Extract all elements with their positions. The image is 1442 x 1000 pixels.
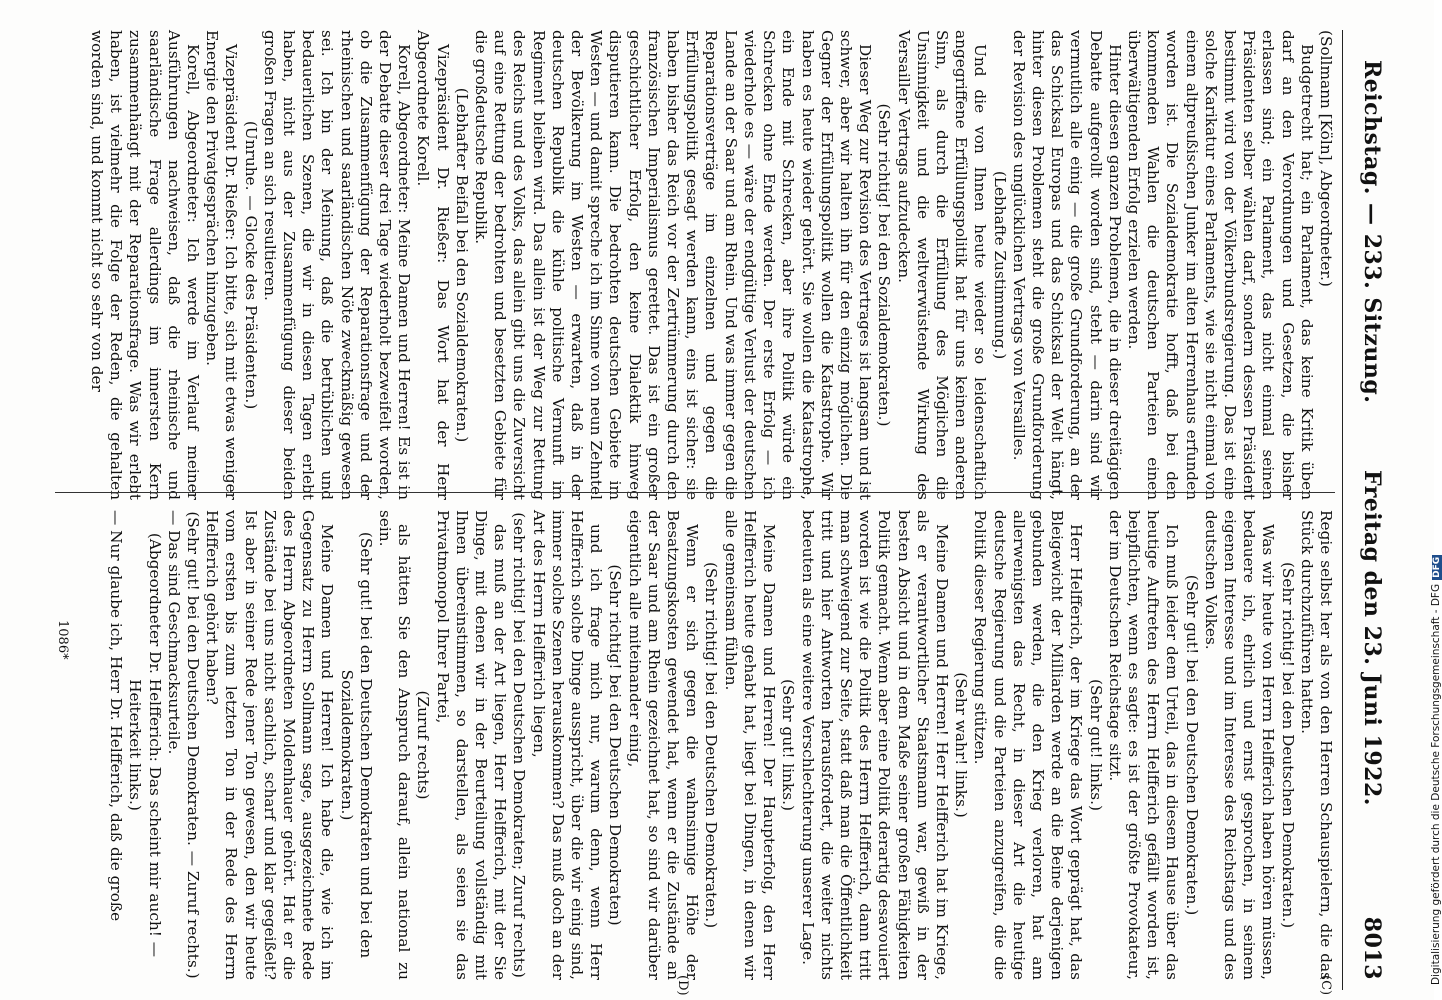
dfg-side-note <box>1416 10 1442 990</box>
dfg-note-text: Digitalisierung gefördert durch die Deutsche Forschungsgemeinschaft - DFG <box>1430 583 1442 985</box>
paragraph: (Lebhafter Beifall bei den Sozialdemokraten.) <box>452 87 471 443</box>
paragraph: Meine Damen und Herren! Der Haupterfolg, den Herr Helfferich heute gehabt hat, liegt bei Dingen, in denen wir alle gemeinsam fühlen. <box>721 510 779 980</box>
rotated-newspaper-page <box>55 0 1395 1000</box>
paragraph: Wenn er sich gegen die wahnsinnige Höhe der Besatzungskosten gewendet hat, wenn er die Zustände an der Saar und am Rhein gezeichnet hat, so sind wir darüber eigentlich alle miteinander einig, <box>625 510 702 980</box>
header-left: Reichstag. — 233. Sitzung. <box>1359 60 1385 404</box>
paragraph: (Sehr gut! links.) <box>779 679 798 811</box>
left-column <box>55 30 1335 500</box>
paragraph: — Nur glaube ich, Herr Dr. Helfferich, daß die große <box>107 510 126 922</box>
paragraph: (Sehr richtig! bei den Deutschen Demokraten) <box>606 564 625 926</box>
paragraph: (Unruhe. — Glocke des Präsidenten.) <box>241 120 260 410</box>
header-rule <box>1342 30 1343 990</box>
paragraph: Herr Helfferich, der im Kriege das Wort geprägt hat, das Bleigewicht der Milliarden werde an die Beine derjenigen gebunden werden, die den Krieg verloren, hat am allerwenigsten das Recht, in dieser Art die heutige deutsche Regierung und die Parteien anzugreifen, die die Politik dieser Regierung stützen. <box>971 510 1086 980</box>
page-header <box>1335 0 1395 1000</box>
paragraph: Vizepräsident Dr. Rießer: Das Wort hat der Herr Abgeordnete Korell. <box>414 30 452 500</box>
paragraph: (Sehr gut! bei den Deutschen Demokraten.) <box>1182 574 1201 916</box>
paragraph: (Zuruf rechts) <box>414 690 433 800</box>
paragraph: (Lebhafte Zustimmung.) <box>990 170 1009 360</box>
footer-signature: 1086* <box>55 620 70 660</box>
paragraph: (Sehr richtig! bei den Deutschen Demokraten.) <box>702 561 721 929</box>
paragraph: Dieser Weg zur Revision des Vertrages ist langsam und ist schwer, aber wir halten ihn für den einzig möglichen. Die Gegner der Erfüllungspolitik wollen die Katastrophe. Wir haben es heute wieder gehört. Sie wollen die Katastrophe, ein Ende mit Schrecken, aber ihre Politik würde ein Schrecken ohne Ende werden. Der erste Erfolg — ich wiederhole es — wäre der endgültige Verlust der deutschen Lande an der Saar und am Rhein. Und was immer gegen die Reparationsverträge im einzelnen und gegen die Erfüllungspolitik gesagt werden kann, eins ist sicher: sie haben bisher das Reich vor der Zertrümmerung durch den französischen Imperialismus gerettet. Das ist ein großer geschichtlicher Erfolg, den keine Dialektik hinweg disputieren kann. Die bedrohten deutschen Gebiete im Westen — und damit spreche ich im Sinne von neun Zehntel der Bevölkerung im Westen — erwarten, daß in der deutschen Republik die kühle politische Vernunft im Regiment bleiben wird. Das allein ist der Weg zur Rettung des Reichs und des Volks, das allein gibt uns die Zuversicht auf eine Rettung der bedrohten und besetzten Gebiete für die großdeutsche Republik. <box>472 30 875 500</box>
paragraph: Korell, Abgeordneter: Ich werde im Verlauf meiner Ausführungen nachweisen, daß die rheinische und saarländische Frage allerdings im innersten Kern zusammenhängt mit der Reparationsfrage. Was wir erlebt haben, ist vielmehr die Folge der Reden, die gehalten worden sind, und kommt nicht so sehr von der <box>88 30 203 500</box>
paragraph: (Sehr gut! bei den Deutschen Demokraten. — Zuruf rechts.) <box>184 511 203 979</box>
paragraph: Was wir heute von Herrn Helfferich haben hören müssen, bedauere ich, ehrlich und ernst gesprochen, in seinem eigenen Interesse und im Interesse des Reichstags und des deutschen Volkes. <box>1201 510 1278 980</box>
dfg-logo: DFG <box>1432 556 1442 578</box>
paragraph: (Abgeordneter Dr. Helfferich: Das scheint mir auch! — Heiterkeit links.) <box>126 532 164 958</box>
paragraph: (Sehr richtig! bei den Deutschen Demokraten.) <box>1278 561 1297 929</box>
paragraph: (Sehr wahr! links.) <box>952 672 971 818</box>
paragraph: (Sollmann [Köln], Abgeordneter.) <box>1317 30 1335 287</box>
paragraph: — Das sind Geschmacksurteile. <box>164 510 183 755</box>
paragraph: und ich frage mich nur, warum denn, wenn Herr Helfferich solche Dinge ausspricht, über die wir einig sind, immer solche Szenen herauskommen? Das muß doch an der Art des Herrn Helfferich liegen, <box>529 510 606 980</box>
paragraph: das muß an der Art liegen, Herr Helfferich, mit der Sie Dinge, mit denen wir in der Beurteilung vollständig mit Ihnen übereinstimmen, so darstellen, als seien sie das Privatmonopol Ihrer Partei, <box>433 510 510 980</box>
margin-mark-d: (D) <box>675 975 690 996</box>
paragraph: (Sehr gut! links.) <box>1086 679 1105 811</box>
paragraph: (sehr richtig! bei den Deutschen Demokraten; Zuruf rechts) <box>510 512 529 978</box>
paragraph: Und die von Ihnen heute wieder so leidenschaftlich angegriffene Erfüllungspolitik hat für uns keinen anderen Sinn, als durch die Erfüllung des Möglichen die Unsinnigkeit und die weltverwüstende Wirkung des Versailler Vertrags aufzudecken. <box>894 30 990 500</box>
column-divider <box>55 492 1335 493</box>
text-columns <box>55 0 1335 1000</box>
paragraph: (Sehr gut! bei den Deutschen Demokraten und bei den Sozialdemokraten.) <box>337 531 375 959</box>
paragraph: Meine Damen und Herren! Herr Helfferich hat im Kriege, als er verantwortlicher Staatsmann war, gewiß in der besten Absicht und in dem Maße seiner großen Fähigkeiten Politik gemacht. Wenn aber eine Politik derartig desavouiert worden ist wie die Politik des Herrn Helfferich, dann tritt man schweigend zur Seite, statt daß man die Öffentlichkeit tritt und hier Antworten herausfordert, die weiter nichts bedeuten als eine weitere Verschlechterung unserer Lage. <box>798 510 951 980</box>
paragraph: Vizepräsident Dr. Rießer: Ich bitte, sich mit etwas weniger Energie den Privatgesprächen hinzugeben. <box>203 30 241 500</box>
paragraph: Korell, Abgeordneter: Meine Damen und Herren! Es ist in der Debatte dieser drei Tage wiederholt bezweifelt worden, ob die Zusammenfügung der Reparationsfrage und der rheinischen und saarländischen Nöte zweckmäßig gewesen sei. Ich bin der Meinung, daß die betrüblichen und bedauerlichen Szenen, die wir in diesen Tagen erlebt haben, nicht aus der Zusammenfügung dieser beiden großen Fragen an sich resultieren. <box>260 30 414 500</box>
paragraph: Meine Damen und Herren! Ich habe die, wie ich im Gegensatz zu Herrn Sollmann sage, ausgezeichnete Rede des Herrn Abgeordneten Moldenhauer gehört. Hat er die Zustände bei uns nicht sachlich, scharf und klar gegeißelt? Ist aber in seiner Rede jener Ton gewesen, den wir heute vom ersten bis zum letzten Ton in der Rede des Herrn Helfferich gehört haben? <box>203 510 337 980</box>
paragraph: Regie selbst her als von den Herren Schauspielern, die das Stück durchzuführen hatten. <box>1297 510 1335 980</box>
margin-mark-c: (C) <box>1318 975 1333 996</box>
paragraph: Budgetrecht hat; ein Parlament, das keine Kritik üben darf an den Verordnungen und Gesetzen, die bisher erlassen sind; ein Parlament, das nicht einmal seinen Präsidenten selber wählen darf, sondern dessen Präsident bestimmt wird von der Völkerbundsregierung. Das ist eine solche Karikatur eines Parlaments, wie sie nicht einmal von einem altpreußischen Junker im alten Herrenhaus erfunden worden ist. Die Sozialdemokratie hofft, daß bei den kommenden Wahlen die deutschen Parteien einen überwältigenden Erfolg erzielen werden. <box>1124 30 1316 500</box>
right-column <box>55 510 1335 980</box>
paragraph: (Sehr richtig! bei den Sozialdemokraten.) <box>875 103 894 427</box>
paragraph: Ich muß leider dem Urteil, das in diesem Hause über das heutige Auftreten des Herrn Helfferich gefällt worden ist, beipflichten, wenn es sagte: es ist der größte Provokateur, der im Deutschen Reichstage sitzt. <box>1105 510 1182 980</box>
paragraph: als hätten Sie den Anspruch darauf, allein national zu sein. <box>376 510 414 980</box>
page-number: 8013 <box>1359 916 1385 980</box>
header-center: Freitag den 23. Juni 1922. <box>1359 470 1385 806</box>
paragraph: Hinter diesen ganzen Problemen, die in dieser dreitägigen Debatte aufgerollt worden sind, steht — darin sind wir vermutlich alle einig — die große Grundforderung, an der das Schicksal Europas und das Schicksal der Welt hängt, hinter diesen Problemen steht die große Grundforderung der Revision des unglücklichen Vertrags von Versailles. <box>1009 30 1124 500</box>
